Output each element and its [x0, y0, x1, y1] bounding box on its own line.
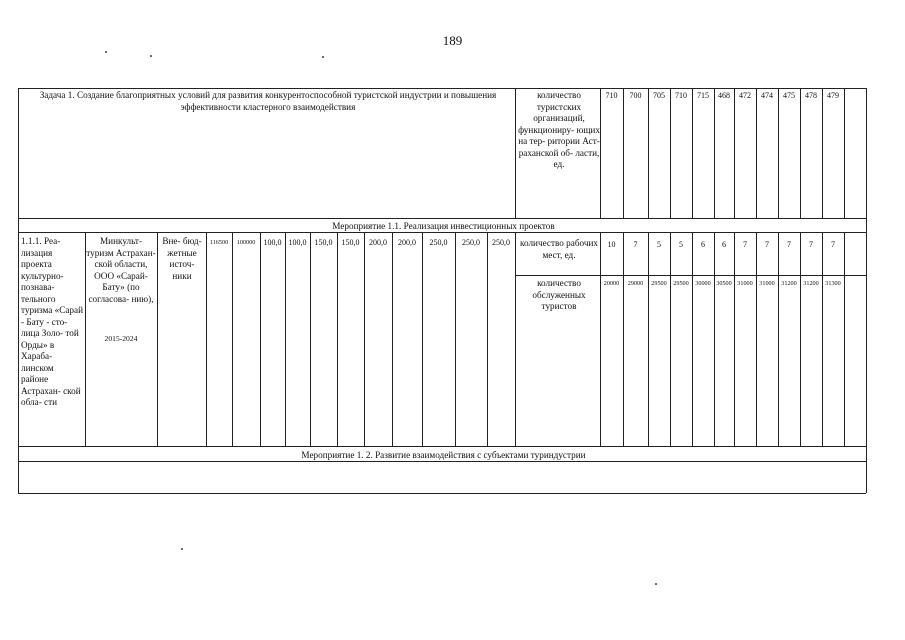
event-col-rule: [455, 232, 456, 446]
value-col-rule: [600, 232, 601, 446]
jobs-value: 7: [787, 240, 791, 249]
event-col-rule: [422, 232, 423, 446]
tourists-value: 31000: [759, 280, 775, 287]
task-value: 474: [761, 91, 773, 100]
funding-value: 100,0: [263, 238, 282, 247]
jobs-value: 6: [701, 240, 705, 249]
tourists-value: 29000: [627, 280, 644, 287]
event-col-rule: [232, 232, 233, 446]
measure-1-2-row-bottom: [18, 461, 866, 462]
event-col-rule: [487, 232, 488, 446]
jobs-value: 7: [743, 240, 747, 249]
indicator-split: [515, 275, 866, 276]
event-period: 2015-2024: [104, 334, 138, 343]
scan-dot: [105, 51, 107, 53]
value-col-rule: [648, 232, 649, 446]
tourists-value: 31200: [781, 280, 797, 287]
page-number: 189: [442, 33, 463, 48]
value-col-rule: [844, 232, 845, 446]
task-value: 710: [605, 91, 618, 100]
task-value: 478: [805, 91, 817, 100]
funding-value: 150,0: [314, 238, 333, 247]
value-col-rule: [844, 88, 845, 218]
value-col-rule: [714, 88, 715, 218]
task-value: 472: [739, 91, 751, 100]
jobs-value: 5: [657, 240, 661, 249]
value-col-rule: [692, 88, 693, 218]
event-col-rule: [310, 232, 311, 446]
task-value: 715: [697, 91, 709, 100]
funding-value: 200,0: [369, 238, 387, 247]
value-col-rule: [623, 232, 624, 446]
task-value: 475: [783, 91, 795, 100]
table-left-border: [18, 88, 19, 493]
funding-value: 200,0: [398, 238, 416, 247]
value-col-rule: [800, 88, 801, 218]
funding-value: 250,0: [492, 238, 510, 247]
event-col-rule: [364, 232, 365, 446]
value-col-rule: [734, 88, 735, 218]
scan-dot: [181, 548, 183, 550]
jobs-value: 10: [607, 240, 616, 249]
jobs-value: 7: [765, 240, 769, 249]
event-col-rule: [260, 232, 261, 446]
table-bottom-border: [18, 493, 866, 494]
event-col-rule: [206, 232, 207, 446]
funding-value: 100,0: [288, 238, 307, 247]
jobs-value: 7: [809, 240, 813, 249]
value-col-rule: [714, 232, 715, 446]
event-col-rule: [285, 232, 286, 446]
event-col-rule: [337, 232, 338, 446]
event-name: 1.1.1. Реа- лизация проекта культурно- познава- тельного туризма «Сарай - Бату - сто- лица Золо- той Орды» в Хараба- линском районе Астрахан- ской обла- сти: [21, 236, 84, 407]
table-right-border: [866, 88, 867, 493]
event-source: Вне- бюд- жетные источ- ники: [162, 236, 202, 281]
task-value: 705: [653, 91, 665, 100]
value-col-rule: [670, 232, 671, 446]
event-executor: Минкульт- туризм Астрахан- ской области, ООО «Сарай- Бату» (по согласова- нию),: [86, 236, 156, 304]
scan-dot: [322, 56, 324, 58]
task-value: 700: [629, 91, 642, 100]
scan-dot: [150, 55, 152, 57]
indicator-tourists: количество обслуженных туристов: [532, 278, 586, 311]
value-col-rule: [822, 88, 823, 218]
task-value: 468: [718, 91, 730, 100]
table-top-border: [18, 88, 866, 89]
indicator-jobs: количество рабочих мест, ед.: [520, 238, 598, 260]
indicator-col-left: [515, 88, 516, 218]
event-col-rule: [85, 232, 86, 446]
value-col-rule: [800, 232, 801, 446]
tourists-value: 31200: [803, 280, 819, 287]
value-col-rule: [648, 88, 649, 218]
event-row-bottom: [18, 446, 866, 447]
jobs-value: 6: [722, 240, 726, 249]
value-col-rule: [778, 232, 779, 446]
value-col-rule: [756, 88, 757, 218]
event-col-rule: [157, 232, 158, 446]
measure-row-bottom: [18, 232, 866, 233]
task-value: 479: [827, 91, 839, 100]
value-col-rule: [670, 88, 671, 218]
value-col-rule: [623, 88, 624, 218]
task-title: Задача 1. Создание благоприятных условий для развития конкурентоспособной туристской индустрии и повышения эффективности кластерного взаимодействия: [39, 90, 497, 112]
value-col-rule: [778, 88, 779, 218]
jobs-value: 7: [633, 240, 638, 249]
task-row-bottom: [18, 218, 866, 219]
funding-value: 250,0: [429, 238, 448, 247]
funding-value: 150,0: [341, 238, 360, 247]
jobs-value: 5: [679, 240, 683, 249]
tourists-value: 30500: [716, 280, 732, 287]
indicator-col-left: [515, 232, 516, 446]
value-col-rule: [756, 232, 757, 446]
funding-value: 116500: [209, 239, 229, 246]
tourists-value: 29500: [673, 280, 689, 287]
tourists-value: 31000: [737, 280, 753, 287]
tourists-value: 20000: [603, 280, 620, 287]
jobs-value: 7: [831, 240, 835, 249]
measure-1-1-title: Мероприятие 1.1. Реализация инвестиционных проектов: [332, 221, 555, 231]
funding-value: 100000: [236, 239, 256, 246]
tourists-value: 29500: [651, 280, 667, 287]
value-col-rule: [822, 232, 823, 446]
value-col-rule: [692, 232, 693, 446]
scan-dot: [655, 583, 657, 585]
measure-1-2-title: Мероприятие 1. 2. Развитие взаимодействия с субъектами туриндустрии: [301, 450, 586, 460]
tourists-value: 30000: [695, 280, 711, 287]
task-value: 710: [675, 91, 687, 100]
task-indicator: количество туристских организаций, функциониру- ющих на тер- ритории Аст- раханской об- ласти, ед.: [518, 90, 600, 169]
funding-value: 250,0: [462, 238, 480, 247]
event-col-rule: [392, 232, 393, 446]
value-col-rule: [600, 88, 601, 218]
value-col-rule: [734, 232, 735, 446]
tourists-value: 31300: [825, 280, 841, 287]
